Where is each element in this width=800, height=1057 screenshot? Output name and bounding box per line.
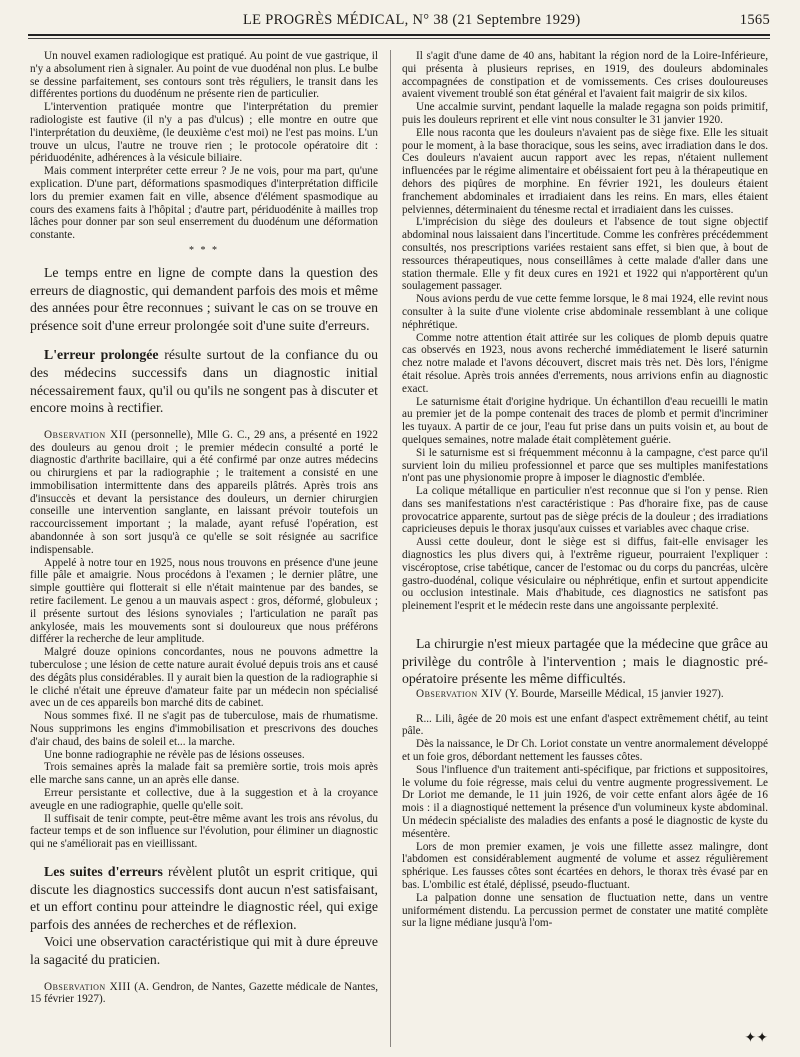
paragraph: Dès la naissance, le Dr Ch. Loriot constate un ventre anormalement développé et un foie gros, débordant nettement les fausses côtes. [402, 738, 768, 764]
paragraph: La palpation donne une sensation de fluctuation nette, dans un ventre uniformément distendu. La percussion permet de constater une matité complète sur la ligne médiane jusqu'à l'om- [402, 891, 768, 930]
observation-label: Observation XIII [44, 980, 131, 993]
section-asterism: * * * [189, 244, 219, 256]
page-header [28, 12, 770, 34]
paragraph: R... Lili, âgée de 20 mois est une enfant d'aspect extrêmement chétif, au teint pâle. [402, 712, 768, 738]
paragraph: Un nouvel examen radiologique est pratiqué. Au point de vue gastrique, il n'y a absolument rien à signaler. Au point de vue duodénal non plus. Le bulbe se dessine parfaitement, ses contours sont très réguliers, le transit dans les différentes portions du duodénum ne présente rien de particulier. [30, 50, 378, 101]
observation-text: (personnelle), Mlle G. C., 29 ans, a présenté en 1922 des douleurs au genou droit ; le premier médecin consulté a porté le diagnostic d'arthrite bacillaire, qui a été confirmé par onze autres médecins ou chirurgiens et par la radiographie ; le traitement a consisté en une immobilisation intermittente dans des appareils plâtrés. Après trois ans d'insuccès et devant la persistance des douleurs, un dernier chirurgien conseille une intervention sanglante, en laissant prévoir toutefois un raccourcissement important ; la malade, ayant refusé l'opération, est abandonnée à son sort jusqu'à ce qu'elle se soit résignée au sacrifice indispensable. [30, 428, 378, 556]
observation-label: Observation XII [44, 428, 128, 441]
paragraph: La colique métallique en particulier n'est reconnue que si l'on y pense. Rien dans ses manifestations n'est caractéristique : Pas d'horaire fixe, pas de cause provocatrice apparente, surtout pas de siège précis de la douleur ; des irradiations capricieuses depuis le thorax jusqu'aux cuisses et variables avec chaque crise. [402, 485, 768, 536]
paragraph: Il s'agit d'une dame de 40 ans, habitant la région nord de la Loire-Inférieure, qui présenta à plusieurs reprises, en 1919, des douleurs abdominales accompagnées de constipation et de vomissements. Ces crises douloureuses avaient vivement troublé son état général et l'avaient fait maigrir de six kilos. [402, 50, 768, 101]
observation-text: (Y. Bourde, Marseille Médical, 15 janvier 1927). [502, 687, 724, 700]
paragraph: Malgré douze opinions concordantes, nous ne pouvons admettre la tuberculose ; une lésion de cette nature aurait évolué depuis trois ans et causé des dégâts plus considérables. Il y aurait bien la question de la radiographie si le cliché n'était une épreuve d'amateur faite par un médecin non spécialisé avec un de ces appareils bon marché dits de cabinet. [30, 646, 378, 710]
observation-paragraph [30, 429, 378, 557]
paragraph: Erreur persistante et collective, due à la suggestion et à la croyance aveugle en une radiographie, quelle qu'elle soit. [30, 787, 378, 812]
paragraph: Le saturnisme était d'origine hydrique. Un échantillon d'eau recueilli le matin au premier jet de la pompe contenait des traces de plomb et permit d'incriminer les tuyaux. A partir de ce jour, l'eau fut prise dans un puits voisin et, au bout de quelques semaines, notre malade était complètement guérie. [402, 395, 768, 446]
observation-text: (A. Gendron, de Nantes, Gazette médicale de Nantes, 15 février 1927). [30, 980, 378, 1006]
paragraph-large: Voici une observation caractéristique qui mit à dure épreuve la sagacité du praticien. [30, 934, 378, 967]
left-column [30, 50, 378, 1049]
journal-running-title: LE PROGRÈS MÉDICAL, N° 38 (21 Septembre 1929) [243, 12, 581, 28]
header-rule-thin [28, 38, 770, 39]
paragraph: Aussi cette douleur, dont le siège est si diffus, fait-elle envisager les diagnostics les plus divers qui, à l'extrême rigueur, pourraient l'expliquer : viscéroptose, crise tabétique, cancer de l'estomac ou du corps du pancréas, ulcère gastro-duodénal, colique vésiculaire ou néphrétique, enfin et surtout appendicite ou occlusion intestinale. Mais d'habitude, ces diagnostics ne satisfont pas pleinement l'esprit et le médecin reste dans une angoissante perplexité. [402, 536, 768, 613]
paragraph-text: résulte surtout de la confiance du ou des médecins successifs dans un diagnostic initial nécessairement faux, qu'il ou qu'ils ne songent pas à discuter et encore moins à rectifier. [30, 347, 378, 416]
paragraph-large [30, 346, 378, 416]
paragraph: L'imprécision du siège des douleurs et l'absence de tout signe objectif abdominal nous laissaient dans l'incertitude. Comme les confrères précédemment consultés, nos prescriptions variées restaient sans effet, si bien que, à bout de ressources thérapeutiques, nous conseillâmes à cette malade d'aller dans une station thermale. Elle y fit deux cures en 1921 et 1922 qui n'apportèrent qu'un soulagement passager. [402, 216, 768, 293]
paragraph: Lors de mon premier examen, je vois une fillette assez malingre, dont l'abdomen est considérablement augmenté de volume et assez régulièrement sphérique. Les fausses côtes sont écartées en dehors, le thorax très évasé par en bas. L'ombilic est étalé, déplissé, pseudo-fluctuant. [402, 840, 768, 891]
paragraph: Sous l'influence d'un traitement anti-spécifique, par frictions et suppositoires, le volume du foie régresse, mais celui du ventre augmente progressivement. Le Dr Loriot me demande, le 11 juin 1926, de voir cette enfant alors âgée de 16 mois : il a diagnostiqué nettement la présence d'un volumineux kyste abdominal. Un médecin spécialiste des maladies des enfants a posé le diagnostic de kyste du mésentère. [402, 763, 768, 840]
paragraph: Comme notre attention était attirée sur les coliques de plomb depuis quatre cas observés en 1923, nous avons recherché immédiatement le liseré saturnin chez notre malade et l'avons découvert, discret mais très net. Dès lors, l'énigme était résolue. Après trois années d'errements, nous arrivions enfin au diagnostic exact. [402, 331, 768, 395]
paragraph-large: La chirurgie n'est mieux partagée que la médecine que grâce au privilège du contrôle à l'intervention ; mais le diagnostic pré-opératoire présente les même difficultés. [402, 636, 768, 687]
end-ornament: ✦✦ [744, 1031, 768, 1046]
paragraph-text: révèlent plutôt un esprit critique, qui discute les diagnostics successifs dont aucun n'est satisfaisant, et un effort continu pour atteindre le diagnostic réel, qui exige parfois des années de recherches et de réflexion. [30, 864, 378, 932]
observation-paragraph [402, 688, 768, 701]
right-column [402, 50, 768, 1049]
column-divider [390, 50, 391, 1047]
paragraph: Elle nous raconta que les douleurs n'avaient pas de siège fixe. Elle les situait pour le moment, à la base thoracique, sous les seins, avec irradiation dans le dos. Ces douleurs n'avaient aucun rapport avec les repas, n'étaient nullement influencées par le régime alimentaire et obéissaient fort peu à la thérapeutique en dehors des piqûres de morphine. En février 1921, les douleurs étaient franchement abdominales et irradiaient dans les reins. En mars, elles étaient pelviennes, déterminaient du ténesme rectal et irradiaient dans les cuisses. [402, 126, 768, 216]
observation-label: Observation XIV [416, 687, 503, 700]
paragraph-large: Le temps entre en ligne de compte dans la question des erreurs de diagnostic, qui demandent parfois des mois et même des années pour être reconnues ; suivant le cas on se trouve en présence soit d'une erreur prolongée soit d'une suite d'erreurs. [30, 264, 378, 333]
run-in-heading: L'erreur prolongée [44, 347, 159, 363]
paragraph: Appelé à notre tour en 1925, nous nous trouvons en présence d'une jeune fille pâle et amaigrie. Nous procédons à l'examen ; le dernier plâtre, une simple gouttière qui flotterait si elle n'était maintenue par des bandes, se retire facilement. Le genou a un mauvais aspect : gros, déformé, globuleux ; il présente surtout des lésions synoviales ; l'articulation ne paraît pas ankylosée, mais les mouvements sont si douloureux que nous préférons différer la recherche de leur amplitude. [30, 556, 378, 646]
paragraph: Nous sommes fixé. Il ne s'agit pas de tuberculose, mais de rhumatisme. Nous supprimons les engins d'immobilisation et prescrivons des douches d'air chaud, des bains de soleil et... la marche. [30, 710, 378, 748]
paragraph: L'intervention pratiquée montre que l'interprétation du premier radiologiste est fautive (il n'y a pas d'ulcus) ; elle montre en outre que l'interprétation du deuxième, (le deuxième c'est moi) ne l'est pas moins. L'un trouve un ulcus, l'autre ne trouve rien ; le protocole opératoire dit : périduodénite, adhérences à la vésicule biliaire. [30, 101, 378, 165]
run-in-heading: Les suites d'erreurs [44, 864, 163, 879]
paragraph: Si le saturnisme est si fréquemment méconnu à la campagne, c'est parce qu'il survient loin du milieu professionnel et parce que ses multiples manifestations n'ont pas une physionomie propre à imposer le diagnostic d'emblée. [402, 446, 768, 485]
paragraph: Nous avions perdu de vue cette femme lorsque, le 8 mai 1924, elle revint nous consulter à la suite d'une violente crise abdominale ressemblant à une colique néphrétique. [402, 293, 768, 331]
header-rule [28, 34, 770, 36]
paragraph: Mais comment interpréter cette erreur ? Je ne vois, pour ma part, qu'une explication. D'une part, déformations spasmodiques d'interprétation difficile lors du premier examen fait en ville, absence d'élément spasmodique au cours des examens faits à l'hôpital ; d'autre part, périduodénite à mailles trop lâches pour donner par son seul enserrement du duodénum une déformation constante. [30, 165, 378, 242]
page-number: 1565 [739, 12, 770, 28]
paragraph: Une accalmie survint, pendant laquelle la malade regagna son poids primitif, puis les douleurs reprirent et elle vint nous consulter le 31 janvier 1920. [402, 101, 768, 126]
observation-paragraph [30, 981, 378, 1007]
paragraph-large [30, 863, 378, 933]
paragraph: Une bonne radiographie ne révèle pas de lésions osseuses. [44, 748, 305, 761]
paragraph: Trois semaines après la malade fait sa première sortie, trois mois après elle marche sans canne, un an après elle danse. [30, 761, 378, 787]
paragraph: Il suffisait de tenir compte, peut-être même avant les trois ans révolus, du facteur temps et de son influence sur l'évolution, pour éliminer un diagnostic qui ne s'améliorait pas en vieillissant. [30, 812, 378, 851]
